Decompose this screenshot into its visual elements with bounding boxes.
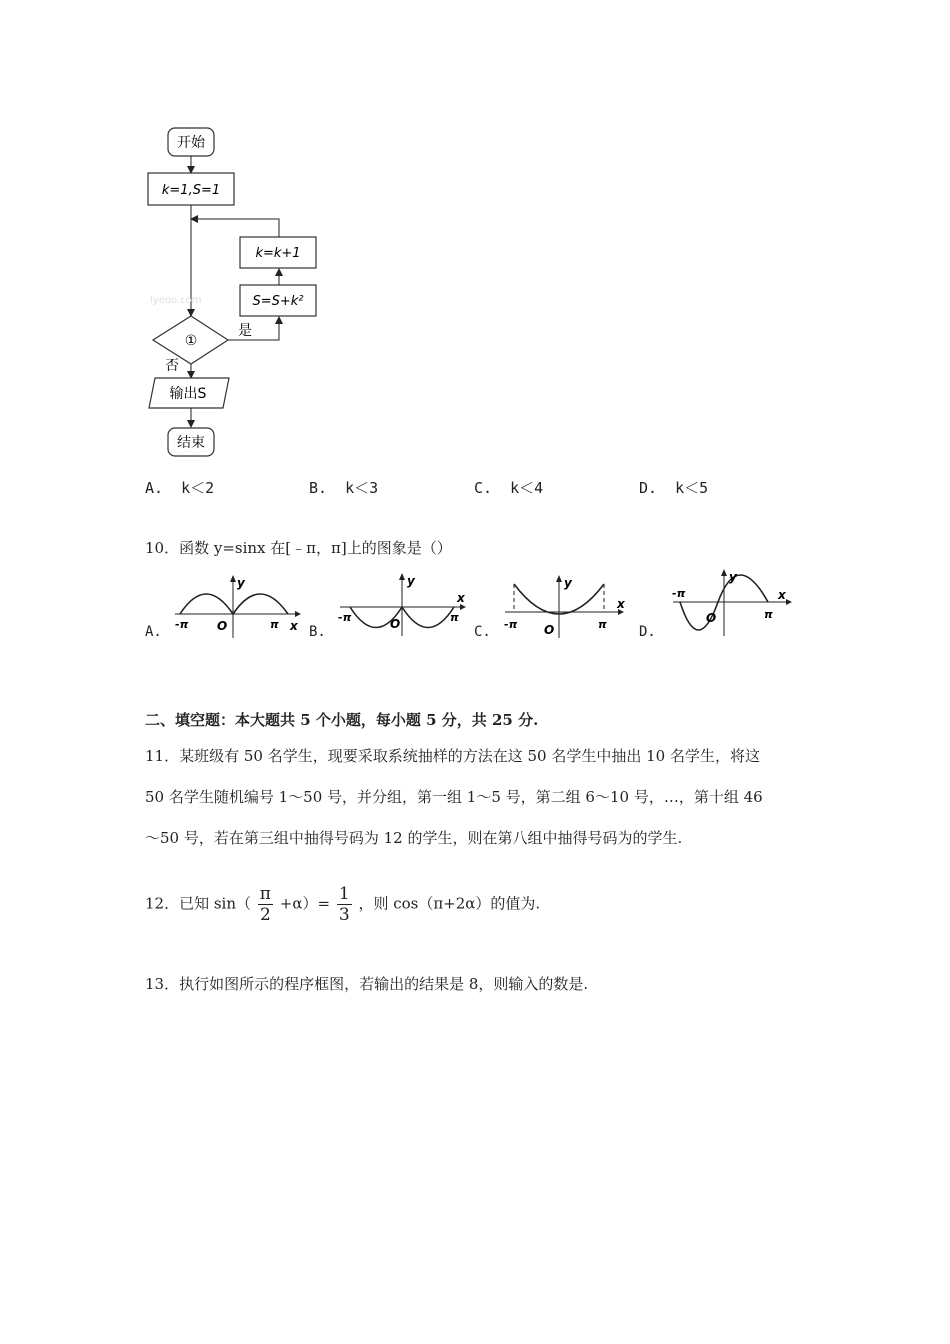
graph-d-negpi: -π [672,587,686,600]
q11-line-1: 11．某班级有 50 名学生，现要采取系统抽样的方法在这 50 名学生中抽出 10 名学生，将这 [145,747,760,765]
graph-c-negpi: -π [504,618,518,631]
accumulate-label: S=S+k² [252,294,304,309]
graph-c-origin: O [544,623,555,637]
graph-d-y: y [729,570,737,584]
q9-option-c: C. k＜4 [474,479,544,497]
graph-a-origin: O [217,619,228,633]
increment-label: k=k+1 [255,246,301,261]
graph-a-negpi: -π [175,618,189,631]
q9-option-a: A. k＜2 [145,479,215,497]
no-label: 否 [165,358,179,374]
q9-option-b: B. k＜3 [309,479,379,497]
graph-a-pi: π [270,618,279,631]
q13: 13．执行如图所示的程序框图，若输出的结果是 8，则输入的数是. [145,975,589,993]
graph-b [335,570,470,640]
graph-c [500,572,635,640]
graph-d-x: x [778,588,786,602]
q10-label-b: B. [309,624,326,640]
graph-c-y: y [564,576,572,590]
end-label: 结束 [177,435,205,451]
graph-a-x: x [290,619,298,633]
q12-fraction-1-3: $\frac{1}{3}$ [338,884,350,925]
q10-label-a: A. [145,624,162,640]
graph-c-x: x [617,597,625,611]
start-label: 开始 [177,135,205,151]
q11-line-2: 50 名学生随机编号 1～50 号，并分组，第一组 1～5 号，第二组 6～10 号，…，第十组 46 [145,788,763,806]
graph-b-x: x [457,591,465,605]
condition-label: ① [184,333,198,349]
q11-line-3: ～50 号，若在第三组中抽得号码为 12 的学生，则在第八组中抽得号码为的学生. [145,829,683,847]
graph-b-negpi: -π [338,611,352,624]
init-label: k=1,S=1 [161,183,221,198]
graph-a [170,572,305,640]
q9-option-d: D. k＜5 [639,479,709,497]
graph-d [668,566,803,640]
graph-b-y: y [407,574,415,588]
q10-label-c: C. [474,624,491,640]
graph-b-origin: O [390,617,401,631]
q12: 12．已知 sin（ $\frac{\pi}{2}$ +α）= $\frac{1}{3}$ ，则 cos（π+2α）的值为. [145,884,541,925]
q10-text: 10．函数 y=sinx 在[﹣π，π]上的图象是（） [145,539,452,557]
graph-a-curve [180,594,288,614]
q12-fraction-pi-2: $\frac{\pi}{2}$ [259,884,271,925]
graph-a-y: y [237,576,245,590]
section-heading: 二、填空题：本大题共 5 个小题，每小题 5 分，共 25 分. [145,711,539,729]
graph-b-pi: π [450,611,459,624]
flowchart [140,120,340,465]
yes-label: 是 [238,323,252,339]
graph-c-pi: π [598,618,607,631]
graph-d-origin: O [706,611,717,625]
q10-label-d: D. [639,624,656,640]
svg-text:lyeoo.com: lyeoo.com [150,295,202,306]
graph-d-pi: π [764,608,773,621]
output-label: 输出S [169,386,207,402]
